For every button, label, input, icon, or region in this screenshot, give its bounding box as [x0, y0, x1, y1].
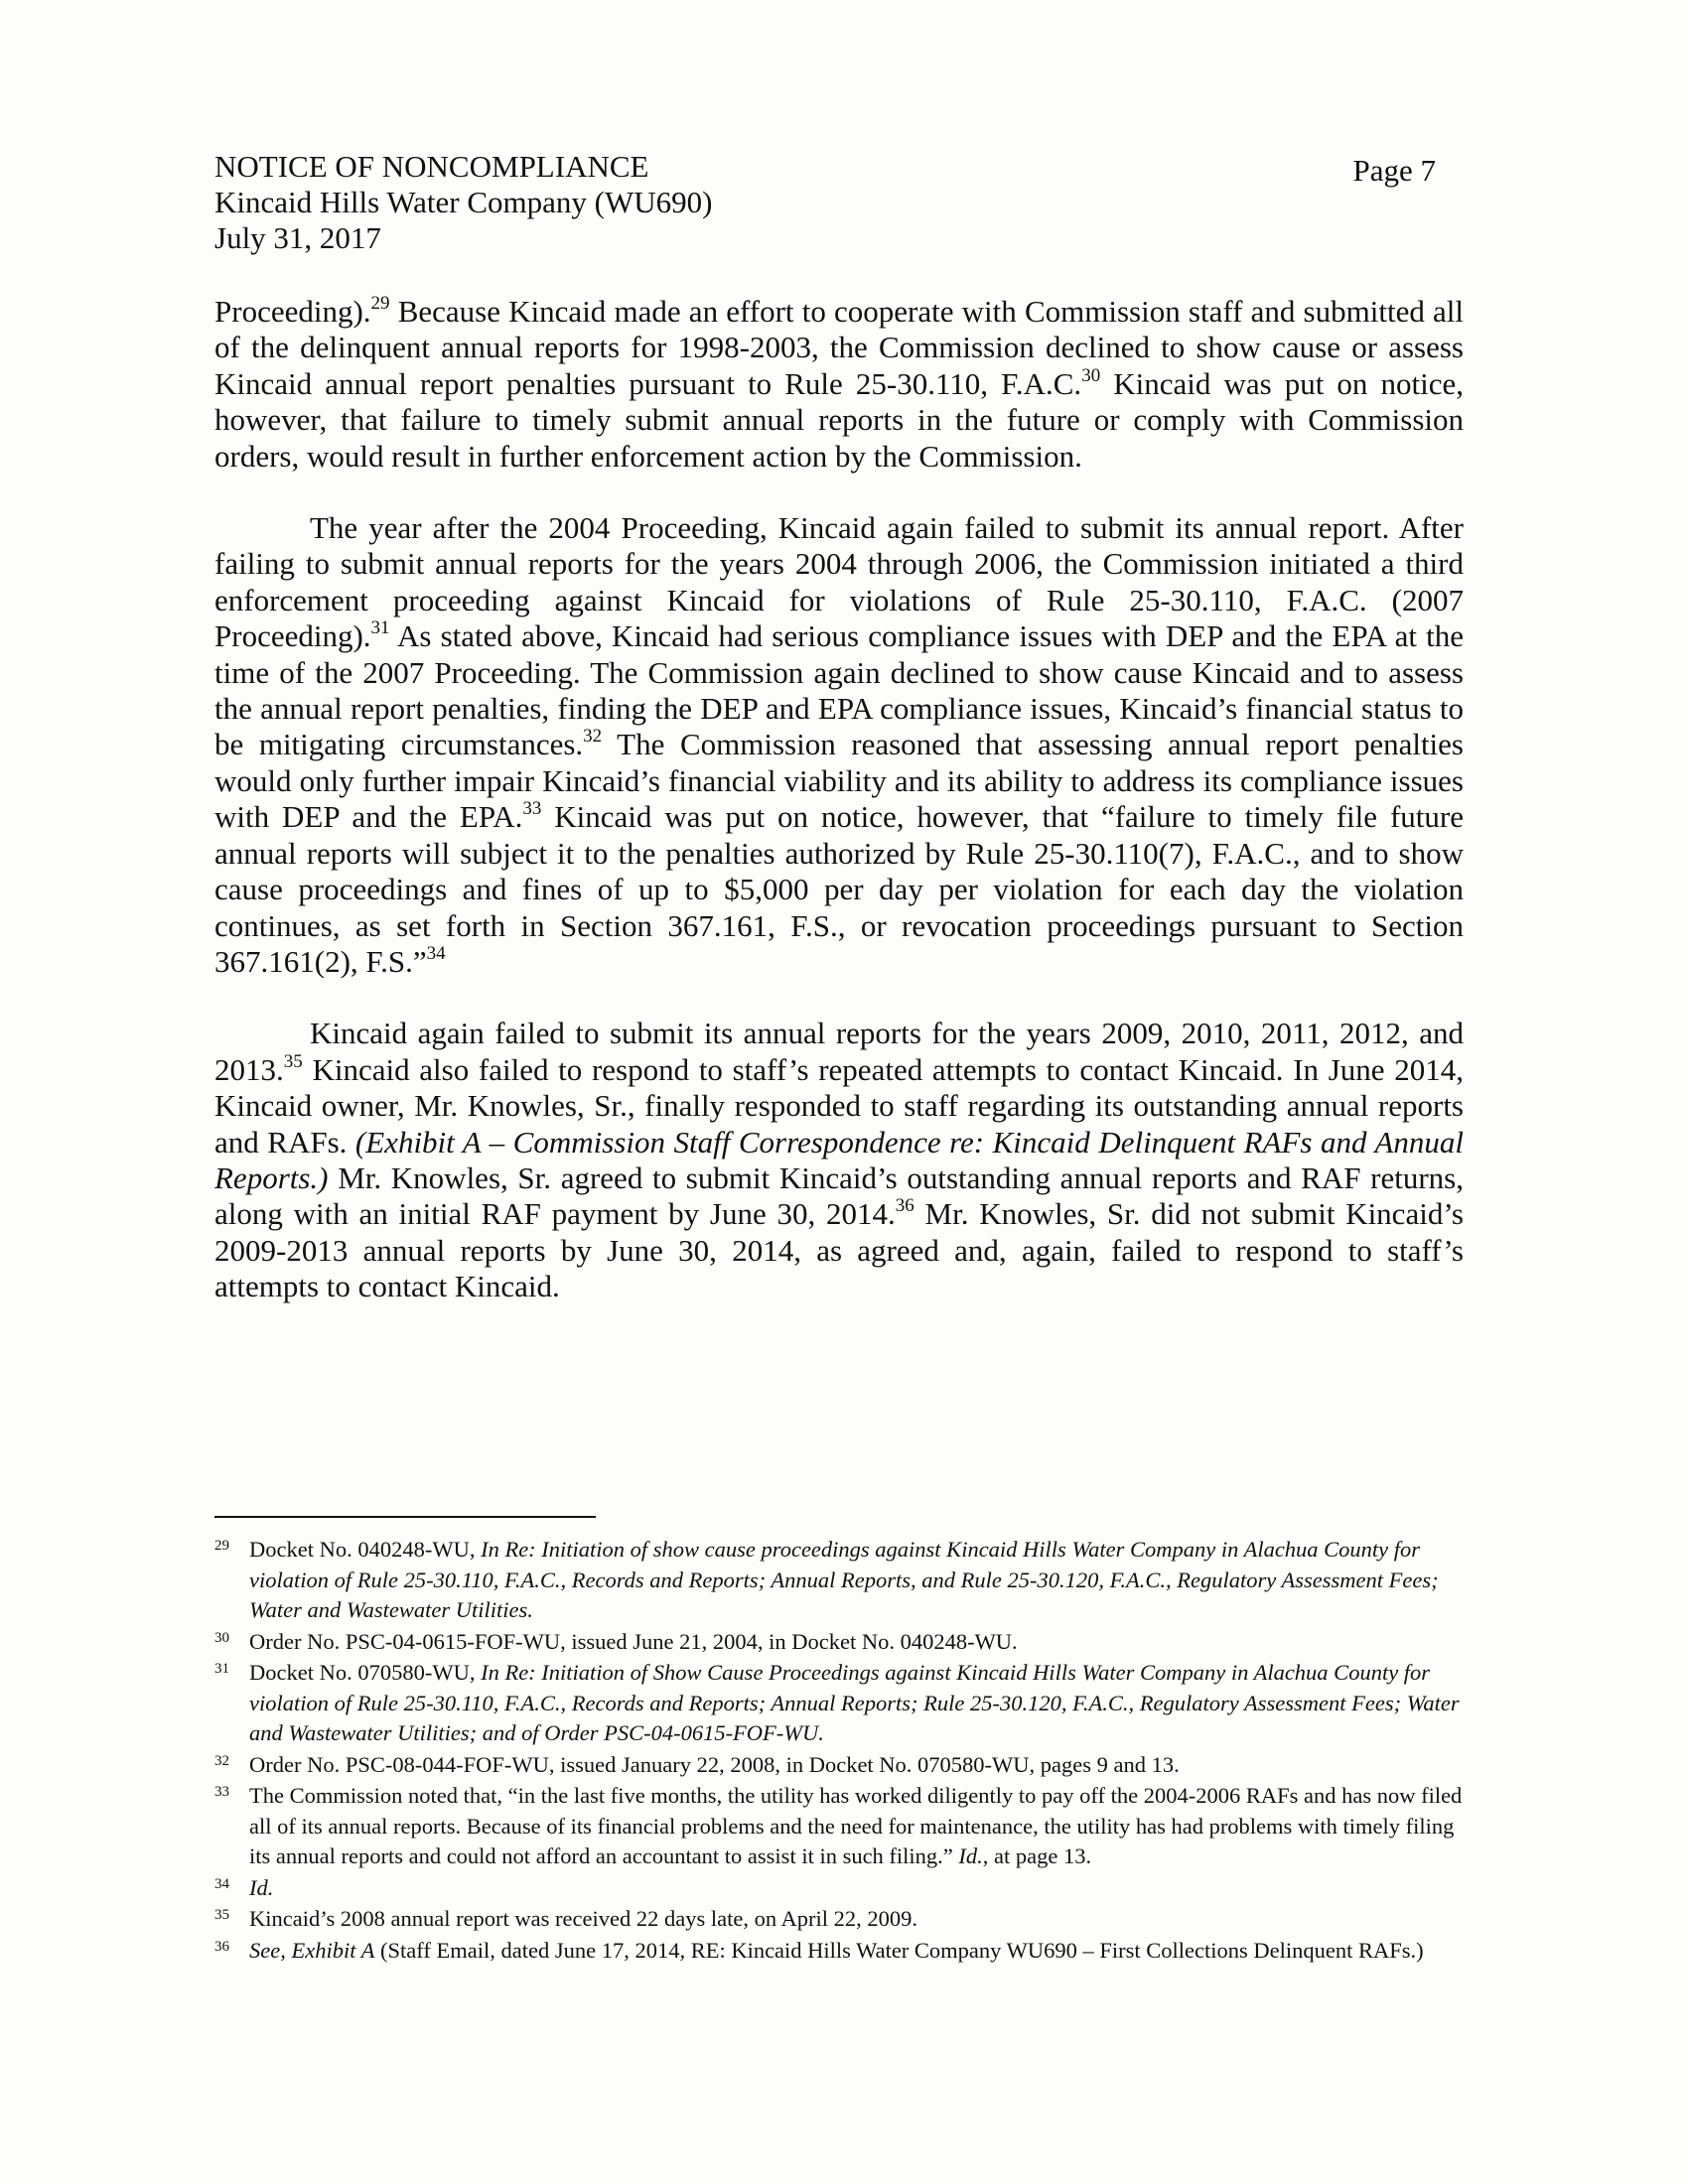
footnote-text: Order No. PSC-04-0615-FOF-WU, issued June 21, 2004, in Docket No. 040248-WU.	[249, 1628, 1018, 1654]
page-header	[214, 149, 1436, 256]
footnote-text: Kincaid’s 2008 annual report was received 22 days late, on April 22, 2009.	[249, 1906, 917, 1931]
footnote-italic: In Re: Initiation of Show Cause Proceedings against Kincaid Hills Water Company in Alachua County for violation of Rule 25-30.110, F.A.C., Records and Reports; Annual Reports; Rule 25-30.120, F.A.C., Regulatory Assessment Fees; Water and Wastewater Utilities; and of Order PSC-04-0615-FOF-WU.	[249, 1660, 1460, 1745]
paragraph-2	[214, 510, 1464, 980]
footnote-number: 29	[214, 1538, 229, 1554]
footnote-text: The Commission noted that, “in the last five months, the utility has worked diligently to pay off the 2004-2006 RAFs and has now filed all of its annual reports. Because of its financial problems and the need for maintenance, the utility has had problems with timely filing its annual reports and could not afford an accountant to assist it in such filing.”	[249, 1783, 1463, 1868]
footnote-29	[214, 1535, 1464, 1626]
footnote-number: 30	[214, 1629, 229, 1646]
footnote-ref[interactable]: 34	[426, 942, 446, 964]
header-company: Kincaid Hills Water Company (WU690)	[214, 185, 713, 219]
text-run: Kincaid also failed to respond to staff’s repeated attempts to contact Kincaid. In June 2014, Kincaid owner, Mr. Knowles, Sr., finally responded to staff regarding its outstanding annual reports and RAFs.	[214, 1051, 1464, 1160]
text-run: Kincaid was put on notice, however, that “failure to timely file future annual reports will subject it to the penalties authorized by Rule 25-30.110(7), F.A.C., and to show cause proceedings and fines of up to $5,000 per day per violation for each day the violation continues, as set forth in Section 367.161, F.S., or revocation proceedings pursuant to Section 367.161(2), F.S.”	[214, 799, 1464, 979]
text-run: As stated above, Kincaid had serious compliance issues with DEP and the EPA at the time of the 2007 Proceeding. The Commission again declined to show cause Kincaid and to assess the annual report penalties, finding the DEP and EPA compliance issues, Kincaid’s financial status to be mitigating circumstances.	[214, 618, 1464, 762]
footnote-ref[interactable]: 36	[895, 1195, 914, 1217]
footnote-ref[interactable]: 30	[1081, 364, 1101, 386]
paragraph-1	[214, 294, 1464, 475]
footnote-32	[214, 1750, 1464, 1781]
footnote-text: Docket No. 040248-WU,	[249, 1537, 482, 1562]
footnote-30	[214, 1627, 1464, 1658]
footnote-number: 33	[214, 1784, 229, 1800]
footnote-text: (Staff Email, dated June 17, 2014, RE: Kincaid Hills Water Company WU690 – First Collections Delinquent RAFs.)	[374, 1937, 1424, 1963]
text-run: Kincaid was put on notice, however, that failure to timely submit annual reports in the future or comply with Commission orders, would result in further enforcement action by the Commission.	[214, 365, 1464, 474]
footnote-ref[interactable]: 35	[283, 1050, 303, 1072]
body-text	[214, 294, 1464, 1341]
footnote-36	[214, 1936, 1464, 1967]
exhibit-citation: (Exhibit A – Commission Staff Correspondence re: Kincaid Delinquent RAFs and Annual Reports.)	[214, 1124, 1464, 1195]
footnote-number: 34	[214, 1875, 229, 1892]
footnote-number: 32	[214, 1752, 229, 1769]
footnotes	[214, 1535, 1464, 1967]
text-run: Because Kincaid made an effort to cooperate with Commission staff and submitted all of the delinquent annual reports for 1998-2003, the Commission declined to show cause or assess Kincaid annual report penalties pursuant to Rule 25-30.110, F.A.C.	[214, 294, 1464, 401]
text-run: Proceeding).	[214, 294, 371, 329]
footnote-text: , at page 13.	[982, 1843, 1092, 1868]
footnote-number: 31	[214, 1661, 229, 1677]
footnote-ref[interactable]: 33	[522, 798, 542, 820]
paragraph-3	[214, 1016, 1464, 1304]
footnote-ref[interactable]: 29	[370, 293, 390, 314]
page-number: Page 7	[1352, 153, 1436, 188]
footnote-italic: Id.	[958, 1843, 983, 1868]
footnote-34	[214, 1873, 1464, 1904]
footnote-italic: See, Exhibit A	[249, 1937, 375, 1963]
text-run: The year after the 2004 Proceeding, Kincaid again failed to submit its annual report. After failing to submit annual reports for the years 2004 through 2006, the Commission initiated a third enforcement proceeding against Kincaid for violations of Rule 25-30.110, F.A.C. (2007 Proceeding).	[214, 510, 1464, 654]
footnote-number: 35	[214, 1907, 229, 1923]
text-run: Kincaid again failed to submit its annual reports for the years 2009, 2010, 2011, 2012, and 2013.	[214, 1016, 1464, 1087]
footnote-number: 36	[214, 1938, 229, 1955]
footnote-31	[214, 1658, 1464, 1749]
footnote-italic: Id.	[249, 1874, 274, 1900]
header-date: July 31, 2017	[214, 220, 381, 255]
footnote-separator	[214, 1516, 596, 1518]
footnote-35	[214, 1904, 1464, 1935]
text-run: Mr. Knowles, Sr. agreed to submit Kincaid’s outstanding annual reports and RAF returns, along with an initial RAF payment by June 30, 2014.	[214, 1160, 1464, 1232]
footnote-text: Docket No. 070580-WU,	[249, 1660, 482, 1685]
header-title: NOTICE OF NONCOMPLIANCE	[214, 149, 649, 184]
footnote-italic: In Re: Initiation of show cause proceedings against Kincaid Hills Water Company in Alachua County for violation of Rule 25-30.110, F.A.C., Records and Reports; Annual Reports, and Rule 25-30.120, F.A.C., Regulatory Assessment Fees; Water and Wastewater Utilities.	[249, 1537, 1439, 1622]
footnote-33	[214, 1781, 1464, 1872]
footnote-text: Order No. PSC-08-044-FOF-WU, issued January 22, 2008, in Docket No. 070580-WU, pages 9 and 13.	[249, 1751, 1180, 1777]
text-run: The Commission reasoned that assessing annual report penalties would only further impair Kincaid’s financial viability and its ability to address its compliance issues with DEP and the EPA.	[214, 727, 1464, 835]
footnote-ref[interactable]: 31	[370, 617, 390, 639]
text-run: Mr. Knowles, Sr. did not submit Kincaid’s 2009-2013 annual reports by June 30, 2014, as agreed and, again, failed to respond to staff’s attempts to contact Kincaid.	[214, 1196, 1464, 1304]
footnote-ref[interactable]: 32	[583, 726, 603, 748]
